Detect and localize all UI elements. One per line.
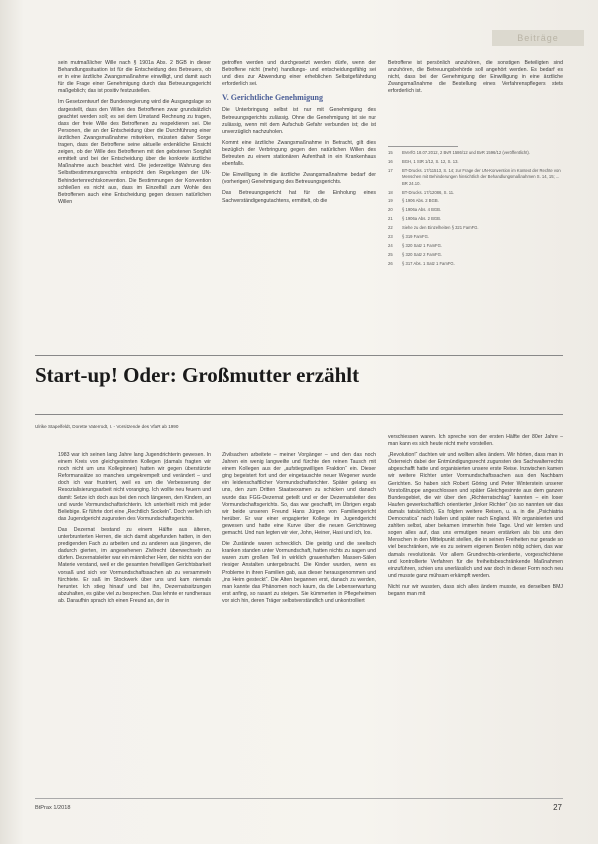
footnote [388,207,563,213]
article-col-3 [388,434,563,792]
footnote-text: § 1906a Abs. 4 BGB. [402,207,442,213]
footnote-number: 16 [388,158,393,164]
footnote [388,168,563,187]
footnote-rule [388,146,458,147]
page-number: 27 [553,803,562,812]
article-title: Start-up! Oder: Großmutter erzählt [35,363,360,387]
footnote-number: 17 [388,167,393,173]
footnote [388,252,563,258]
footnote-text: BT-Drucks. 17/12086, S. 11. [402,189,455,195]
title-rule-bottom [35,414,563,415]
footnote-number: 23 [388,234,393,240]
footnote-text: § 1906 Abs. 2 BGB. [402,198,439,204]
footnote [388,261,563,267]
paragraph: verschiessen waren. Ich spreche von der ersten Hälfte der 80er Jahre – man kann es sich heute nicht mehr vorstellen. [388,434,563,448]
paragraph: Die Einwilligung in die ärztliche Zwangsmaßnahme bedarf der (vorherigen) Genehmigung des Betreuungsgerichts. [222,172,376,186]
footnote-number: 20 [388,207,393,213]
footer-rule [35,798,563,799]
paragraph: sein mutmaßlicher Wille nach § 1901a Abs. 2 BGB in dieser Behandlungssituation ist für die Entscheidung des Betreuers, ob er in eine ärztliche Zwangsmaßnahme einwilligt, und damit auch für die Frage einer Genehmigung durch das Betreuungsgericht maßgeblich; das ist positiv festzustellen. [58,60,211,95]
paragraph: Das Betreuungsgericht hat für die Einholung eines Sachverständigengutachtens, ermittelt, ob die [222,190,376,204]
paragraph: Die Zustände waren schrecklich. Die geistig und die seelisch kranken standen unter Vormundschaft, hatten nichts zu sagen und waren zum großen Teil in wirklich grauenhaften Massen-Sälen riesiger Anstalten untergebracht. Die Kinder wurden, wenn es Probleme in ihren Familien gab, aus dieser herausgenommen und „ins Heim gesteckt“. Die Alten begannen erst, danach zu werden, man kannte das Phänomen noch kaum, da die Lebenserwartung erst anfing, so rasant zu steigen. Sie kümmerten in Pflegeheimen vor sich hin, deren Träger selbstverständlich und unkontrolliert [222,541,376,604]
footnote [388,159,563,165]
footnotes [388,150,563,270]
journal-name: BtPrax 1/2018 [35,805,71,811]
paragraph: 1983 war ich seinen lang Jahre lang Jugendrichterin gewesen. In einem Kreis von gleichgesinnten Kollegen (damals fragten wir noch nicht um uns Kolleginnen) hatten wir gegen überstürzte Reformansätze so manches umgekrempelt und verändert – und doch ich war frustriert, weil es um die Verbesserung der Resozialisierungsarbeit nicht voranging. Ich wollte neu feuern und damit: Setze ich doch aus bei den noch längeren, den Kindern, an und wurde Vormundschaftsrichterin. Ich unterhielt mich mit jeder Beliebige. Er führte dort eine „Rechtlich Sockeln“. Doch verlieh ich das Jugendgericht zugunsten des Vormundschaftsgerichts. [58,452,211,522]
paragraph: Im Gesetzentwurf der Bundesregierung wird die Ausgangslage so dargestellt, dass den Willen des Betroffenen zwar grundsätzlich geachtet werden soll; es sei dem Umstand Rechnung zu tragen, dass der freie Wille des Betroffenen zu respektieren sei. Die Personen, die an der Entscheidung über die Durchführung einer ärztlichen Zwangsmaßnahme mitwirken, müssten daher Sorge tragen, dass der Betroffene seine aktuelle erdenkliche Einsicht zeigen, ob der Wille des Betroffenen mit den gebotenen Sorgfalt ermittelt und bei der Entscheidung über die konkrete ärztliche Maßnahme auch beachtet wird. Die jederzeitige Wahrung des Selbstbestimmungsrechts entspricht den Regelungen der UN-Behindertenrechtskonvention. Die Bestimmungen der Konvention schließen es nicht aus, dass im Einzelfall zum Wohle des Betroffenen auch eine Entscheidung gegen dessen natürlichen Willen [58,99,211,205]
footnote-number: 18 [388,189,393,195]
footnote [388,234,563,240]
paragraph: getroffen werden und durchgesetzt werden dürfe, wenn der Betroffene nicht (mehr) handlungs- und entscheidungsfähig sei und dies zur Abwendung einer erheblichen Selbstgefährdung erforderlich sei. [222,60,376,88]
footnote [388,198,563,204]
title-rule-top [35,355,563,356]
top-col-3 [388,60,563,142]
footnote-number: 22 [388,225,393,231]
section-tab: Beiträge [492,30,584,46]
footnote-text: § 317 Abs. 1 Satz 1 FamFG. [402,260,455,266]
paragraph: Das Dezernat bestand zu einem Hälfte aus älteren, unterbrunterten Herren, die sich damit abgefunden hatten, in den predigenden Fach zu arbeiten und zu anderen aus jüngeren, die dadurch gierten, im angesehenen Zivilrecht überwechseln zu dürfen. Dezernatsleiter war ein männlicher Herr, der nichts von der Materie verstand, weil er die gesamten freiwilligen Gerichtsbarkeit vorsaß und sich vor Vormundschaftssachen ab zu versammeln fürchtete. Er saß im Stockwerk über uns und kam niemals herunter. Ich stieg hinauf und bat ihn, Dezernatssitzungen abzuhalten, es gäbe viel zu besprechen. Das lehnte er rundheraus ab. Daraufhin sprach ich einen Freund an, der in [58,526,211,604]
footnote [388,243,563,249]
paragraph: Nicht nur wir wussten, dass sich alles ändern musste, es derselben BMJ begann man mit [388,583,563,597]
footnote [388,150,563,156]
footnote-number: 26 [388,260,393,266]
footnote-text: Siehe zu den Einzelheiten § 321 FamFG. [402,225,479,231]
footnote-text: § 319 FamFG. [402,234,429,240]
footnote [388,190,563,196]
footnote-text: § 320 Satz 2 FamFG. [402,251,443,257]
footnote-number: 25 [388,251,393,257]
footnote-number: 15 [388,150,393,155]
section-heading: V. Gerichtliche Genehmigung [222,93,323,103]
footnote-text: BGH, 1 StR 1/12, S. 12, S. 13. [402,158,459,164]
footnote [388,225,563,231]
paragraph: Kommt eine ärztliche Zwangsmaßnahme in Betracht, gilt dies bezüglich der Verbringung gegen den natürlichen Willen des Betreuten zu einem stationären Aufenthalt in ein Krankenhaus ebenfalls. [222,139,376,168]
footnote [388,216,563,222]
top-col-1 [58,60,211,342]
paragraph: „Revolution!“ dachten wir und wollten alles ändern. Wir hörten, dass man in Österreich dabei der Entmündigungsrecht zugunsten des Sachwalterrechts abgeschafft hatte und organisierten unsere erste Reise. Inzwischen kamen wir weitere Richter unter Vormundschaftssachen aus den Nachbarn Gerichten. So haben sich Robert Göring und Peter Winterstein unserer Vorstoßtruppe angeschlossen und später Gleichgesinnte aus dem ganzen Bundesgebiet, die wir über den „Richterratschlag“ kannten – ein loser Haufen gewerkschaftlich orientierter „linker Richter“ (so so nannten wir das damals tatsächlich). Es folgten weitere Reisen, u. a. in die „Psichiatria Democratica“ nach Italien und später nach England. Wir organisierten und zahlten selbst, aber bekamen immerhin freie Tage. Und wir lernten und sogen alles auf, das uns ermutigen neuen erstärken als bis uns den Menschen in den Mittelpunkt stellen, die in seinen Freiheiten nur gerade so viel beschränken, wie es zu seinem eigenen Besten nötig schien, das war damals revolutionär. Vor allem Grundrechts-orientierte, vorgeschichtene und kontrollierte Verfahren für die freiheitsbeschränkende Maßnahmen einzuführen, schien uns unerlässlich und war doch in dieser Form noch neu und musste ganz mühsam erkämpft werden. [388,452,563,579]
article-col-2 [222,452,376,792]
paragraph: Die Unterbringung selbst ist nur mit Genehmigung des Betreuungsgerichts zulässig. Ohne die Genehmigung ist sie nur zulässig, wenn mit dem Aufschub Gefahr verbunden ist; die ist unverzüglich nachzuholen. [222,107,376,135]
footnote-text: BT-Drucks. 17/11513, S. 14; zur Frage der UN-Konvention im Kontext der Rechte von Menschen mit Behinderungen hinsichtlich der Behandlungsmaßnahmen S. 14, 15; ... BR 24.10. [402,167,561,186]
article-col-1 [58,452,211,792]
footnote-text: BVerfG 18.07.2012, 2 BvR 1586/12 und BvR 1596/12 (veröffentlicht). [402,150,530,155]
footnote-text: § 320 Satz 1 FamFG. [402,242,443,248]
top-col-2 [222,60,376,342]
footnote-number: 24 [388,242,393,248]
article-authors: Ulrike Stapelfeldt, Dorette Vaterrodt, I. - Vorsitzende des VfaR ab 1990 [35,424,179,429]
paragraph: Betroffene ist persönlich anzuhören, die sonstigen Beteiligten sind anzuhören, die Betreuungsbehörde soll angehört werden. Es bedarf es nicht, dass bei der Genehmigung der Einwilligung in eine ärztliche Zwangsmaßnahme die Bestellung eines Verfahrenspflegers stets erforderlich ist. [388,60,563,95]
footnote-text: § 1906a Abs. 2 BGB. [402,216,442,222]
footnote-number: 19 [388,198,393,204]
paragraph: Zivilsachen arbeitete – meiner Vorgänger – und den das noch Jahren ein wenig langweilte und fürchte den reinen Tausch mit einem Kollegen aus der „aufstiegswilligen Fraktion“ ein. Dieser ging begeistert fort und der eingetauschte neuer Wegener wurde ein leidenschaftlicher Vormundschaftsrichter. Später gelang es uns, den zum Dritten Staatsexamen zu schicken und danach wurde das FGG-Dezernat geteilt und er der Dezernatsleiter des Vormundschaftsgerichts. So, das war geschafft, im Übrigen ergab wir beide unseren Freund Hans Jürgen von Familiengericht herüber. Er war einer engagierter Kollege im Jugendgericht gewesen und hatte eine Kurve über die neuen Gerichtsweg gemacht. Und nun legten wir vier, John, Heiner, Hasi und ich, los. [222,452,376,537]
footnote-number: 21 [388,216,393,222]
